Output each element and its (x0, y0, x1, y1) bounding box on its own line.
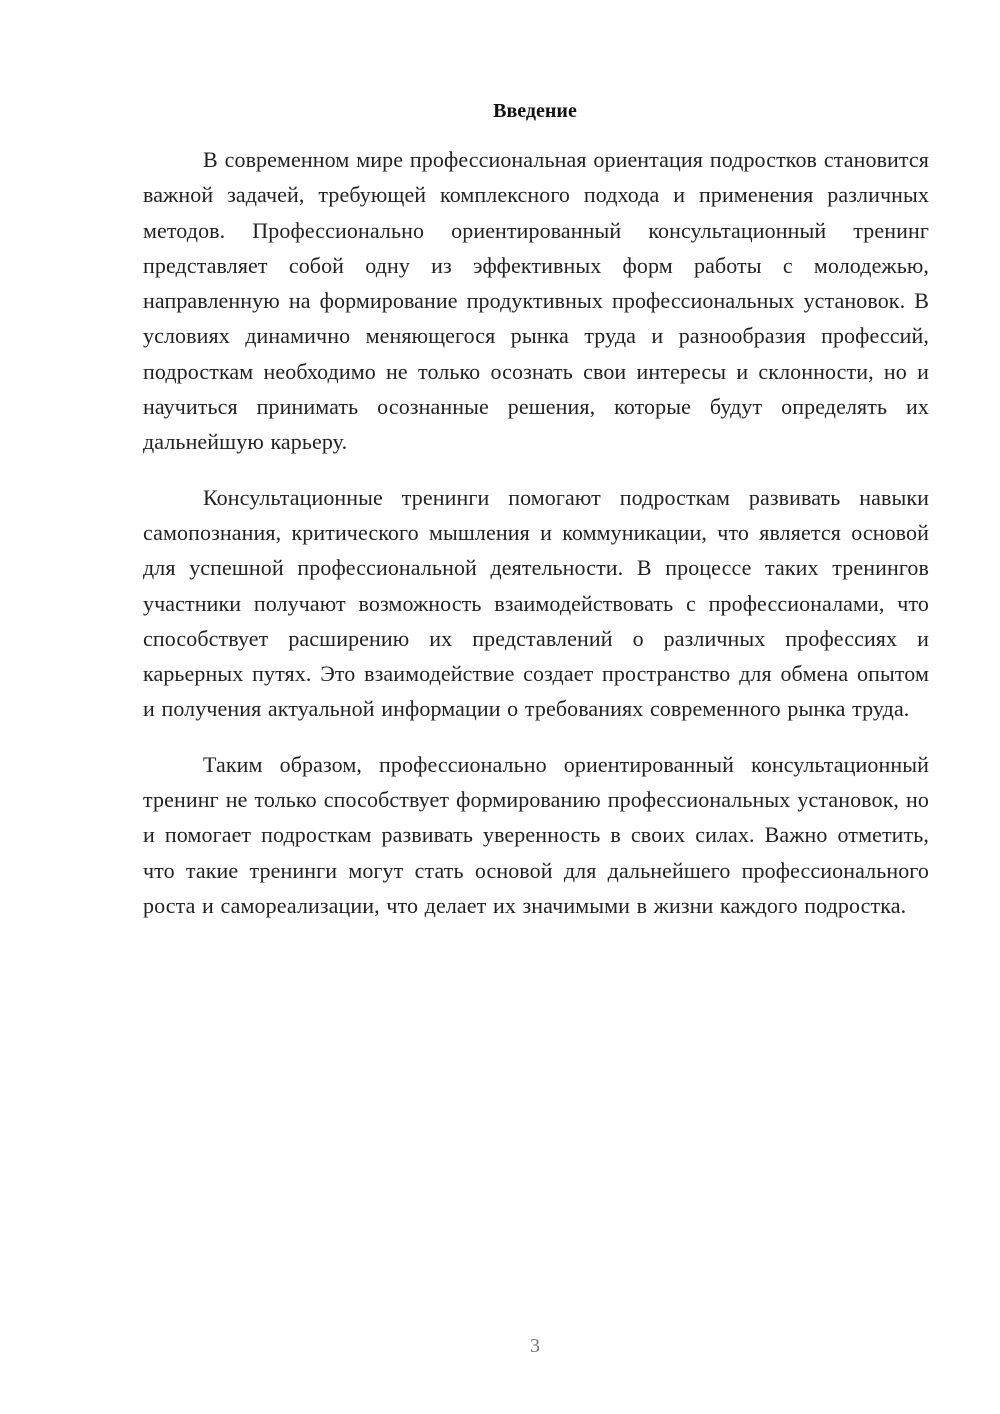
section-title: Введение (493, 100, 577, 122)
page-number: 3 (530, 1335, 540, 1357)
body-text (143, 142, 929, 943)
paragraph-3: Таким образом, профессионально ориентированный консультационный тренинг не только способствует формированию профессиональных установок, но и помогает подросткам развивать уверенность в своих силах. Важно отметить, что такие тренинги могут стать основой для дальнейшего профессионального роста и самореализации, что делает их значимыми в жизни каждого подростка. (143, 751, 929, 918)
paragraph-2: Консультационные тренинги помогают подросткам развивать навыки самопознания, критического мышления и коммуникации, что является основой для успешной профессиональной деятельности. В процессе таких тренингов участники получают возможность взаимодействовать с профессионалами, что способствует расширению их представлений о различных профессиях и карьерных путях. Это взаимодействие создает пространство для обмена опытом и получения актуальной информации о требованиях современного рынка труда. (143, 484, 929, 722)
paragraph-1: В современном мире профессиональная ориентация подростков становится важной задачей, требующей комплексного подхода и применения различных методов. Профессионально ориентированный консультационный тренинг представляет собой одну из эффективных форм работы с молодежью, направленную на формирование продуктивных профессиональных установок. В условиях динамично меняющегося рынка труда и разнообразия профессий, подросткам необходимо не только осознать свои интересы и склонности, но и научиться принимать осознанные решения, которые будут определять их дальнейшую карьеру. (143, 147, 929, 455)
